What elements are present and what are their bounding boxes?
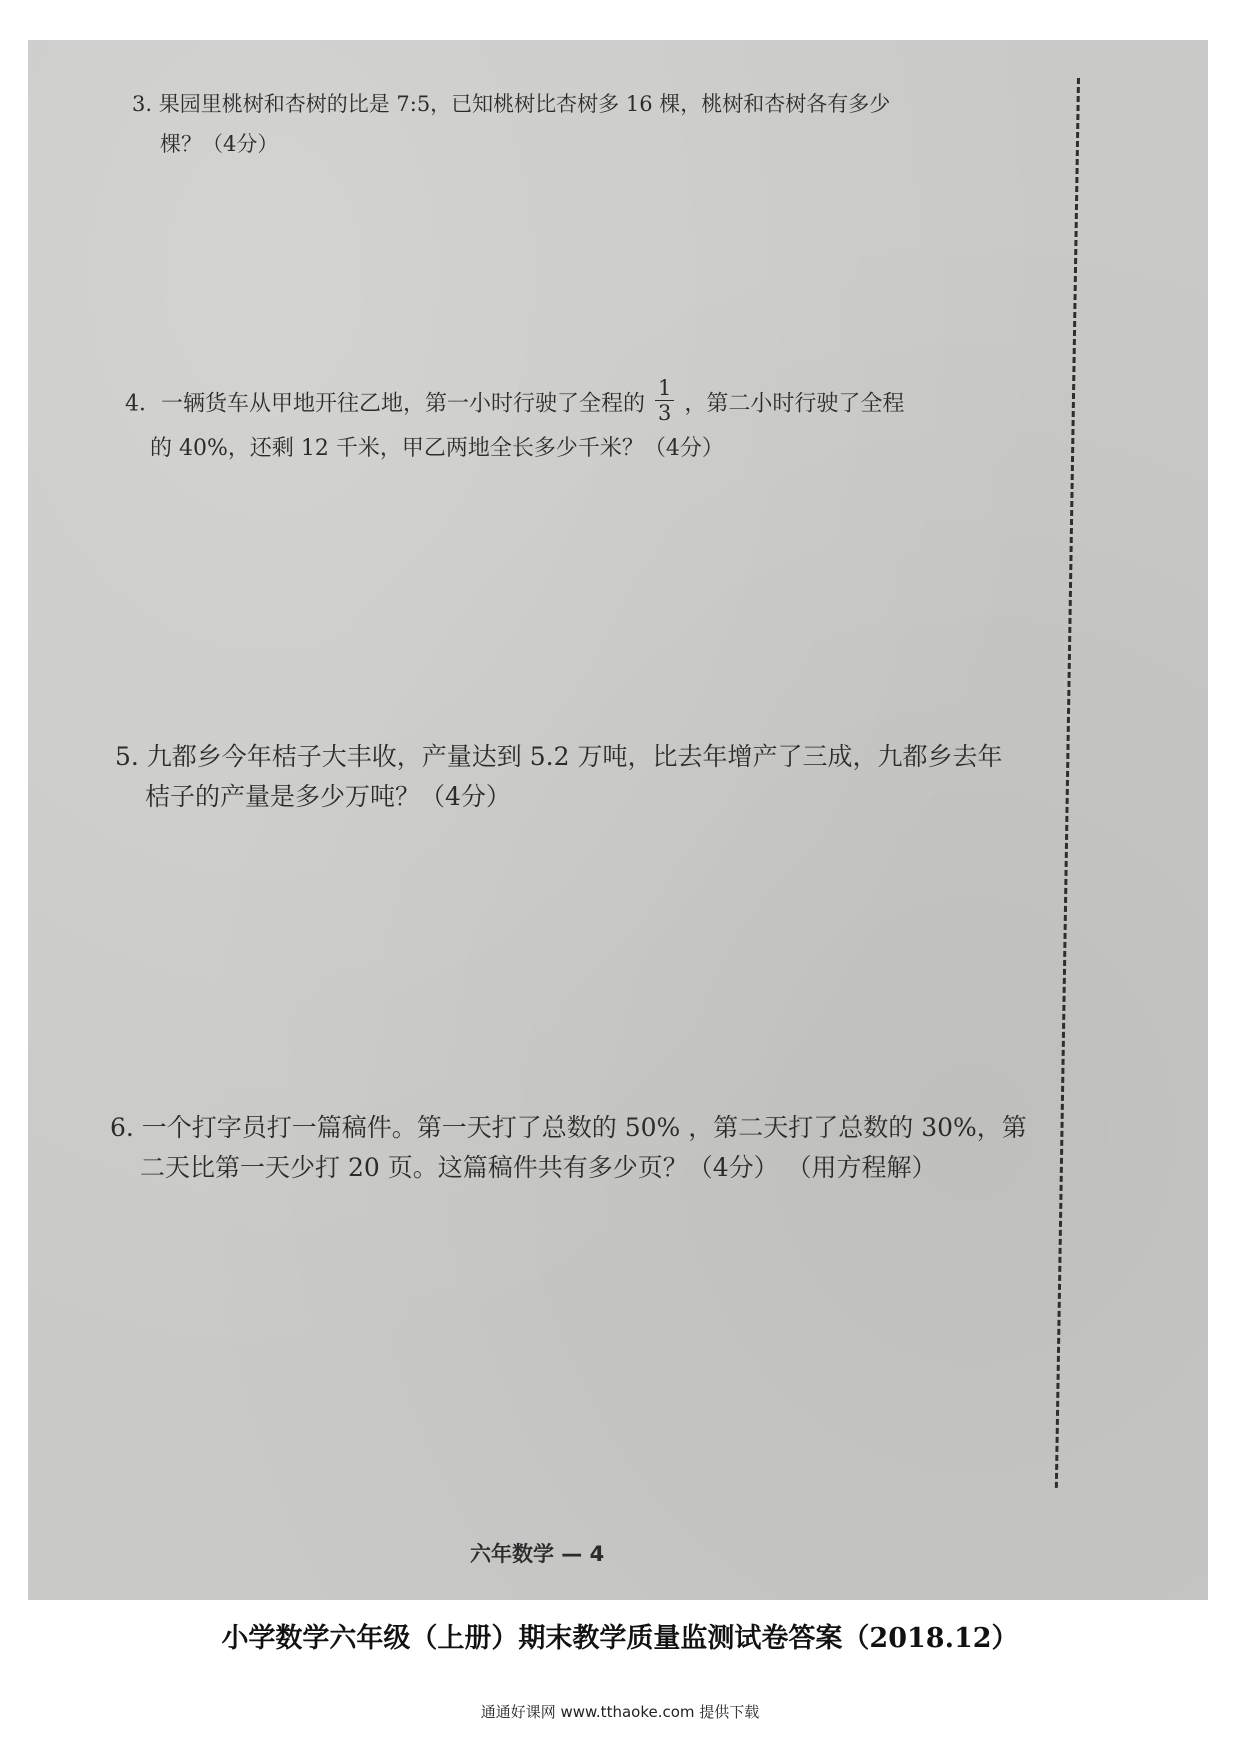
fraction-one-third (655, 376, 674, 425)
question-5-line-1: 5. 九都乡今年桔子大丰收，产量达到 5.2 万吨，比去年增产了三成，九都乡去年 (115, 742, 1003, 771)
document-title: 小学数学六年级（上册）期末教学质量监测试卷答案（2018.12） (221, 1623, 1019, 1654)
question-4-text-before-fraction: 4．一辆货车从甲地开往乙地，第一小时行驶了全程的 (125, 391, 645, 417)
fraction-numerator: 1 (655, 376, 674, 401)
question-4-line-2: 的 40%，还剩 12 千米，甲乙两地全长多少千米？（4分） (150, 436, 724, 461)
question-3-line-2: 棵？（4分） (160, 132, 279, 156)
question-6-line-2: 二天比第一天少打 20 页。这篇稿件共有多少页？（4分） （用方程解） (140, 1153, 937, 1182)
question-4-line-1 (125, 376, 905, 429)
question-6-line-1: 6. 一个打字员打一篇稿件。第一天打了总数的 50% ，第二天打了总数的 30%，第 (110, 1113, 1027, 1142)
question-5-line-2: 桔子的产量是多少万吨？（4分） (145, 782, 511, 811)
question-6 (110, 1108, 1027, 1188)
question-3 (132, 84, 890, 164)
question-5 (115, 737, 1002, 817)
question-4 (125, 376, 905, 469)
question-4-text-after-fraction: ，第二小时行驶了全程 (684, 391, 905, 417)
page-number: 六年数学 — 4 (470, 1542, 605, 1566)
footer-source: 通通好课网 www.tthaoke.com 提供下载 (480, 1703, 760, 1721)
scanned-exam-page (28, 40, 1208, 1600)
fraction-denominator: 3 (658, 401, 672, 425)
question-3-line-1: 3. 果园里桃树和杏树的比是 7:5，已知桃树比杏树多 16 棵，桃树和杏树各有多少 (132, 92, 891, 116)
